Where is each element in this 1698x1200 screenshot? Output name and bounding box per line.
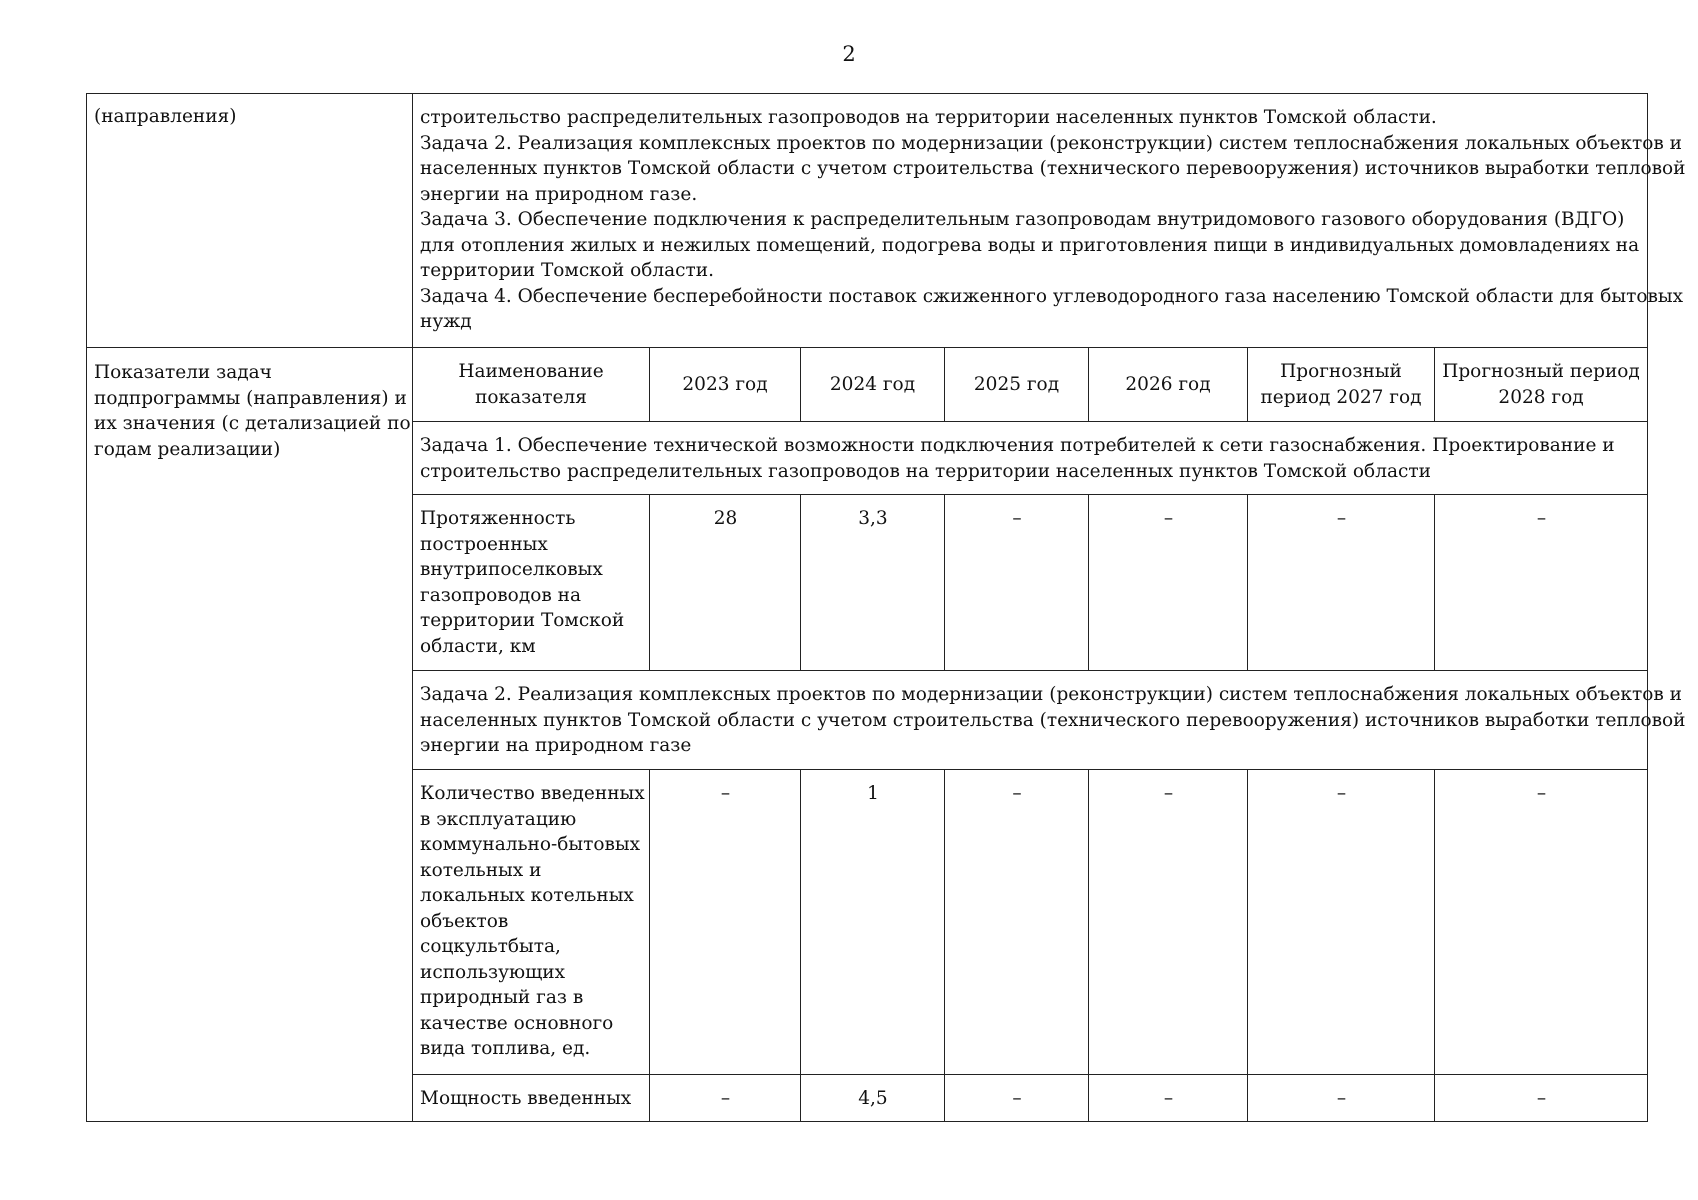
header-2026: 2026 год	[1089, 348, 1248, 422]
indicator1-value-2026: –	[1089, 495, 1248, 671]
indicators-label: Показатели задач подпрограммы (направления) и их значения (с детализацией по годам реализации)	[87, 348, 413, 1122]
indicator3-value-2025: –	[945, 1075, 1089, 1122]
header-2024: 2024 год	[801, 348, 945, 422]
indicator2-value-2024: 1	[801, 770, 945, 1075]
task1-text: Задача 1. Обеспечение технической возможности подключения потребителей к сети газоснабжения. Проектирование и строительство распределительных газопроводов на территории населенных пунктов Томской области	[413, 422, 1648, 495]
task-text-line: для отопления жилых и нежилых помещений, подогрева воды и приготовления пищи в индивидуальных домовладениях на	[420, 234, 1640, 256]
indicator1-name: Протяженность построенных внутрипоселковых газопроводов на территории Томской области, км	[413, 495, 650, 671]
header-2023: 2023 год	[650, 348, 801, 422]
indicator3-value-2024: 4,5	[801, 1075, 945, 1122]
task-text-line: Задача 3. Обеспечение подключения к распределительным газопроводам внутридомового газового оборудования (ВДГО)	[420, 209, 1625, 230]
indicator3-value-2028: –	[1435, 1075, 1648, 1122]
task-text-line: строительство распределительных газопроводов на территории населенных пунктов Томской области.	[420, 107, 1437, 128]
indicator3-value-2026: –	[1089, 1075, 1248, 1122]
indicator3-name: Мощность введенных	[413, 1075, 650, 1122]
indicator1-value-2025: –	[945, 495, 1089, 671]
header-2027: Прогнозный период 2027 год	[1248, 348, 1435, 422]
indicator2-value-2025: –	[945, 770, 1089, 1075]
task-text-line: нужд	[420, 311, 472, 332]
task2-text: Задача 2. Реализация комплексных проектов по модернизации (реконструкции) систем теплоснабжения локальных объектов и населенных пунктов Томской области с учетом строительства (технического перевооружения) источников выработки тепловой энергии на природном газе	[413, 671, 1648, 770]
indicator2-value-2027: –	[1248, 770, 1435, 1075]
header-2028: Прогнозный период 2028 год	[1435, 348, 1648, 422]
tasks-label: (направления)	[94, 106, 237, 127]
program-passport-table	[86, 93, 1686, 1122]
indicator3-value-2023: –	[650, 1075, 801, 1122]
indicator2-name: Количество введенных в эксплуатацию коммунально-бытовых котельных и локальных котельных объектов соцкультбыта, использующих природный газ в качестве основного вида топлива, ед.	[413, 770, 650, 1075]
indicator2-value-2026: –	[1089, 770, 1248, 1075]
header-indicator-name: Наименование показателя	[413, 348, 650, 422]
indicator1-value-2023: 28	[650, 495, 801, 671]
task-text-line: энергии на природном газе.	[420, 183, 698, 205]
tasks-row-label	[87, 94, 413, 348]
tasks-text	[413, 94, 1686, 348]
task-text-line: населенных пунктов Томской области с учетом строительства (технического перевооружения) источников выработки тепловой	[420, 158, 1686, 179]
tasks-row	[87, 94, 1648, 348]
task-text-line: Задача 4. Обеспечение бесперебойности поставок сжиженного углеводородного газа населению Томской области для бытовых	[420, 285, 1684, 307]
indicator1-value-2024: 3,3	[801, 495, 945, 671]
indicators-header-row	[87, 348, 1648, 422]
task-text-line: территории Томской области.	[420, 260, 714, 281]
indicator3-value-2027: –	[1248, 1075, 1435, 1122]
page-number: 2	[842, 42, 856, 66]
indicator2-value-2023: –	[650, 770, 801, 1075]
task-text-line: Задача 2. Реализация комплексных проектов по модернизации (реконструкции) систем теплоснабжения локальных объектов и	[420, 132, 1682, 154]
indicator2-value-2028: –	[1435, 770, 1648, 1075]
indicator1-value-2028: –	[1435, 495, 1648, 671]
header-2025: 2025 год	[945, 348, 1089, 422]
indicator1-value-2027: –	[1248, 495, 1435, 671]
